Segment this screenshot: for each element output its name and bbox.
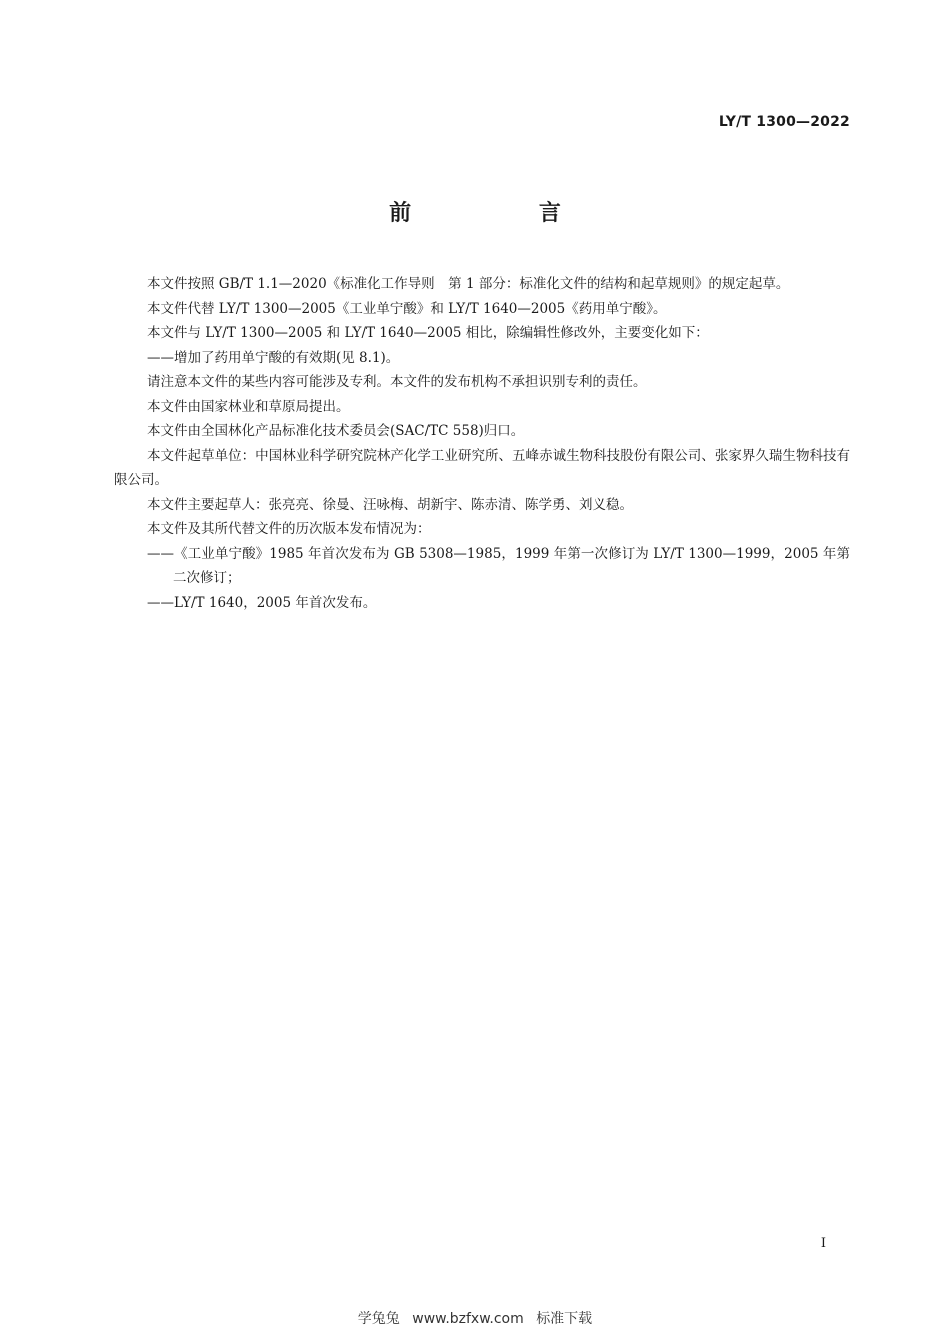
paragraph-structure-rules: 本文件按照 GB/T 1.1—2020《标准化工作导则 第 1 部分：标准化文件的结构和起草规则》的规定起草。 [147, 276, 790, 292]
paragraph-technical-committee: 本文件由全国林化产品标准化技术委员会(SAC/TC 558)归口。 [147, 423, 525, 439]
watermark-url[interactable]: www.bzfxw.com [412, 1311, 524, 1327]
page-number: I [820, 1236, 826, 1251]
paragraph-change-item: ——增加了药用单宁酸的有效期(见 8.1)。 [147, 349, 400, 366]
paragraph-drafters: 本文件主要起草人：张亮亮、徐曼、汪咏梅、胡新宇、陈赤清、陈学勇、刘义稳。 [147, 496, 633, 513]
foreword-body [114, 272, 850, 615]
history-item: ——LY/T 1640，2005 年首次发布。 [147, 594, 377, 611]
paragraph-drafting-units: 本文件起草单位：中国林业科学研究院林产化学工业研究所、五峰赤诚生物科技股份有限公司、张家界久瑞生物科技有限公司。 [114, 447, 850, 488]
history-item: ——《工业单宁酸》1985 年首次发布为 GB 5308—1985，1999 年第一次修订为 LY/T 1300—1999，2005 年第二次修订； [147, 545, 850, 586]
page-title: 前 言 [389, 201, 621, 226]
paragraph-patent-notice: 请注意本文件的某些内容可能涉及专利。本文件的发布机构不承担识别专利的责任。 [147, 374, 647, 390]
standard-code: LY/T 1300—2022 [718, 114, 850, 130]
watermark [0, 1308, 950, 1328]
watermark-label: 标准下载 [536, 1311, 593, 1327]
paragraph-replaces: 本文件代替 LY/T 1300—2005《工业单宁酸》和 LY/T 1640—2005《药用单宁酸》。 [147, 300, 667, 317]
paragraph-proposed-by: 本文件由国家林业和草原局提出。 [147, 398, 350, 415]
paragraph-changes-intro: 本文件与 LY/T 1300—2005 和 LY/T 1640—2005 相比，除编辑性修改外，主要变化如下： [147, 325, 709, 341]
paragraph-history-intro: 本文件及其所代替文件的历次版本发布情况为： [147, 521, 431, 537]
watermark-site: 学兔兔 [357, 1311, 400, 1327]
